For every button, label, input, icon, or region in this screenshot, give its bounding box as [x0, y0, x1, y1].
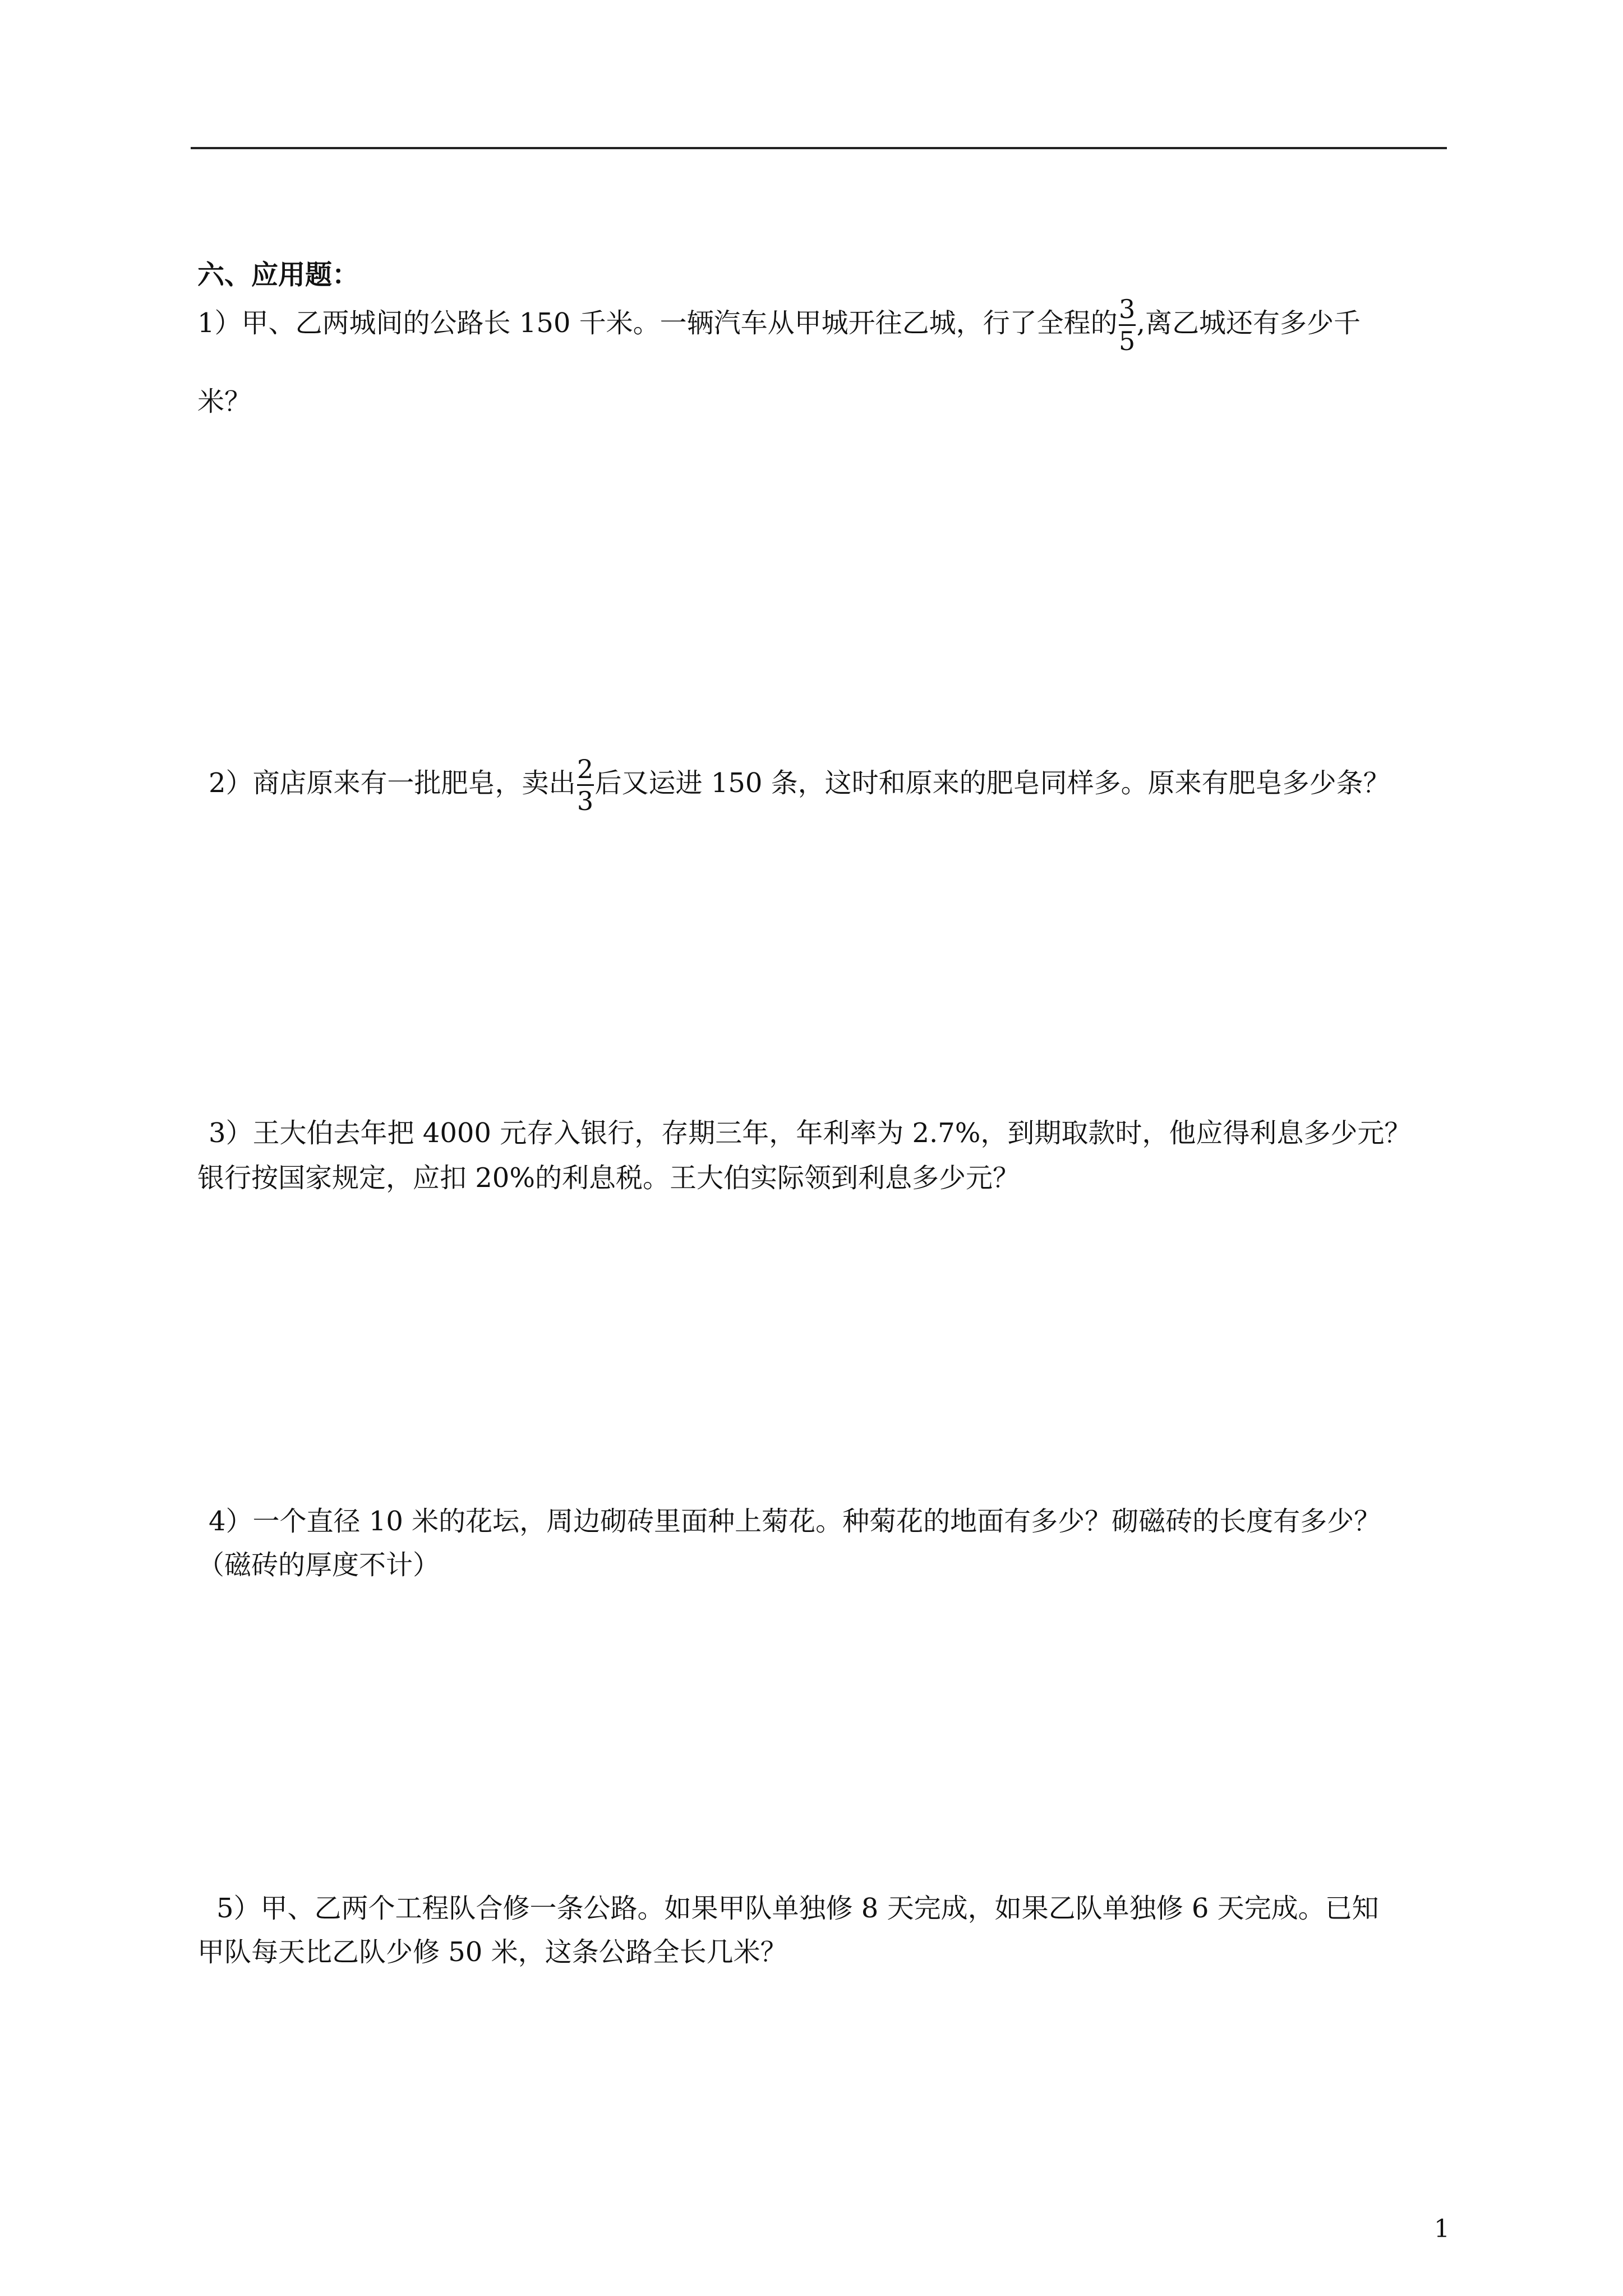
fraction-3-5: [1119, 295, 1136, 355]
question-5-line-2: 甲队每天比乙队少修 50 米，这条公路全长几米？: [197, 1936, 787, 1968]
fraction-2-3: [577, 755, 594, 815]
question-3-line-1: 3）王大伯去年把 4000 元存入银行，存期三年，年利率为 2.7%，到期取款时，他应得利息多少元？: [209, 1117, 1412, 1149]
fraction-denominator: 3: [577, 786, 594, 816]
question-1-text-a: 1）甲、乙两城间的公路长 150 千米。一辆汽车从甲城开往乙城，行了全程的: [197, 307, 1118, 339]
fraction-numerator: 3: [1119, 294, 1136, 324]
question-1-line-2: 米？: [197, 386, 252, 417]
fraction-numerator: 2: [577, 754, 594, 784]
question-5-line-1: 5）甲、乙两个工程队合修一条公路。如果甲队单独修 8 天完成，如果乙队单独修 6 天完成。已知: [216, 1893, 1379, 1924]
question-2-text-a: 2）商店原来有一批肥皂，卖出: [209, 767, 576, 799]
question-2-line-1: [209, 755, 1448, 815]
fraction-denominator: 5: [1119, 326, 1136, 356]
question-1-text-b: ,离乙城还有多少千: [1136, 307, 1361, 339]
question-4-line-1: 4）一个直径 10 米的花坛，周边砌砖里面种上菊花。种菊花的地面有多少？砌磁砖的长度有多少？: [209, 1506, 1381, 1537]
question-4-line-2: （磁砖的厚度不计）: [197, 1549, 440, 1581]
question-1-line-1: [197, 295, 1448, 355]
page-number: 1: [1434, 2215, 1450, 2243]
question-3-line-2: 银行按国家规定，应扣 20%的利息税。王大伯实际领到利息多少元？: [197, 1162, 1020, 1194]
question-2-text-b: 后又运进 150 条，这时和原来的肥皂同样多。原来有肥皂多少条？: [594, 767, 1390, 799]
section-title: 六、应用题：: [197, 259, 359, 291]
header-rule: [191, 147, 1447, 149]
